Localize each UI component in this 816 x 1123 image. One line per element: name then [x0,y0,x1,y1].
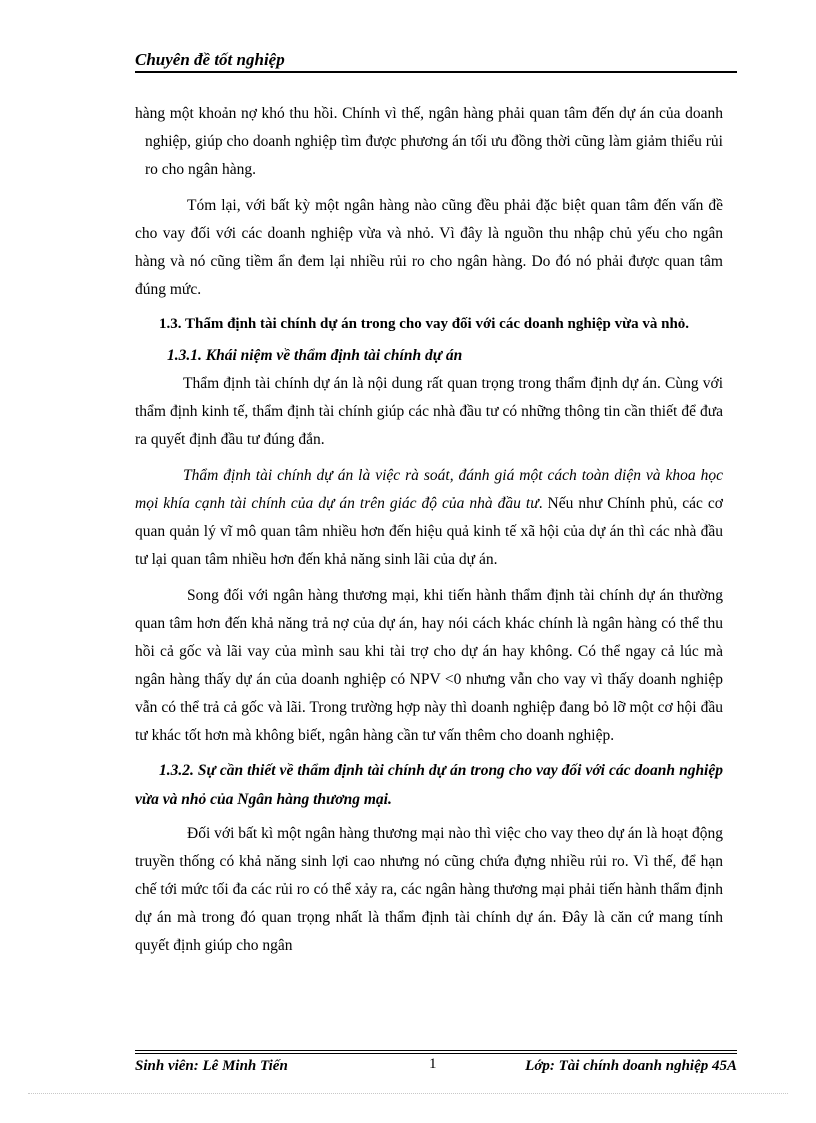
page-header [135,49,737,71]
header-title: Chuyên đề tốt nghiệp [135,50,285,69]
definition-italic: Thẩm định tài chính dự án là việc rà soát, đánh giá một cách toàn diện và khoa học mọi khía cạnh tài chính của dự án trên giác độ của nhà đầu tư [135,467,723,512]
section-heading-1-3: 1.3. Thẩm định tài chính dự án trong cho vay đối với các doanh nghiệp vừa và nhỏ. [159,316,690,332]
footer-rule-bottom [135,1053,737,1054]
section-heading-1-3-2: 1.3.2. Sự cần thiết về thẩm định tài chính dự án trong cho vay đối với các doanh nghiệp vừa và nhỏ của Ngân hàng thương mại. [135,762,723,808]
paragraph-definition-intro: Thẩm định tài chính dự án là nội dung rất quan trọng trong thẩm định dự án. Cùng với thẩm định kinh tế, thẩm định tài chính giúp các nhà đầu tư có những thông tin cần thiết để đưa ra quyết định đầu tư đúng đắn. [135,375,723,448]
page-number: 1 [429,1056,437,1072]
paragraph-necessity: Đối với bất kì một ngân hàng thương mại nào thì việc cho vay theo dự án là hoạt động truyền thống có khả năng sinh lợi cao nhưng nó cũng chứa đựng nhiều rủi ro. Vì thế, để hạn chế tới mức tối đa các rủi ro có thể xảy ra, các ngân hàng thương mại phải tiến hành thẩm định dự án mà trong đó quan trọng nhất là thẩm định tài chính dự án. Đây là căn cứ mang tính quyết định giúp cho ngân [135,825,723,954]
paragraph-continuation: hàng một khoản nợ khó thu hồi. Chính vì thế, ngân hàng phải quan tâm đến dự án của doanh nghiệp, giúp cho doanh nghiệp tìm được phương án tối ưu đồng thời cũng làm giảm thiểu rủi ro cho ngân hàng. [135,105,723,178]
paragraph-summary: Tóm lại, với bất kỳ một ngân hàng nào cũng đều phải đặc biệt quan tâm đến vấn đề cho vay đối với các doanh nghiệp vừa và nhỏ. Vì đây là nguồn thu nhập chủ yếu cho ngân hàng và nó cũng tiềm ẩn đem lại nhiều rủi ro cho ngân hàng. Do đó nó phải được quan tâm đúng mức. [135,197,723,298]
header-rule [135,71,737,73]
paragraph-commercial-bank: Song đối với ngân hàng thương mại, khi tiến hành thẩm định tài chính dự án thường quan tâm hơn đến khả năng trả nợ của dự án, hay nói cách khác chính là ngân hàng có thể thu hồi cả gốc và lãi vay của mình sau khi tài trợ cho dự án hay không. Có thể ngay cả lúc mà ngân hàng thấy dự án của doanh nghiệp có NPV <0 nhưng vẫn cho vay vì thấy doanh nghiệp vẫn có thể trả cả gốc và lãi. Trong trường hợp này thì doanh nghiệp đang bỏ lỡ một cơ hội đầu tư khác tốt hơn mà không biết, ngân hàng cần tư vấn thêm cho doanh nghiệp. [135,587,723,744]
document-body [135,100,723,960]
section-heading-1-3-1: 1.3.1. Khái niệm về thẩm định tài chính dự án [167,347,463,364]
footer-rule-top [135,1050,737,1051]
footer-class: Lớp: Tài chính doanh nghiệp 45A [525,1058,737,1074]
page-bottom-border [28,1093,788,1094]
definition-rest: . Nếu như Chính phủ, các cơ quan quản lý vĩ mô quan tâm nhiều hơn đến hiệu quả kinh tế xã hội của dự án thì các nhà đầu tư lại quan tâm nhiều hơn đến khả năng sinh lãi của dự án. [135,495,723,568]
footer-student: Sinh viên: Lê Minh Tiến [135,1058,288,1074]
paragraph-definition [135,462,723,574]
